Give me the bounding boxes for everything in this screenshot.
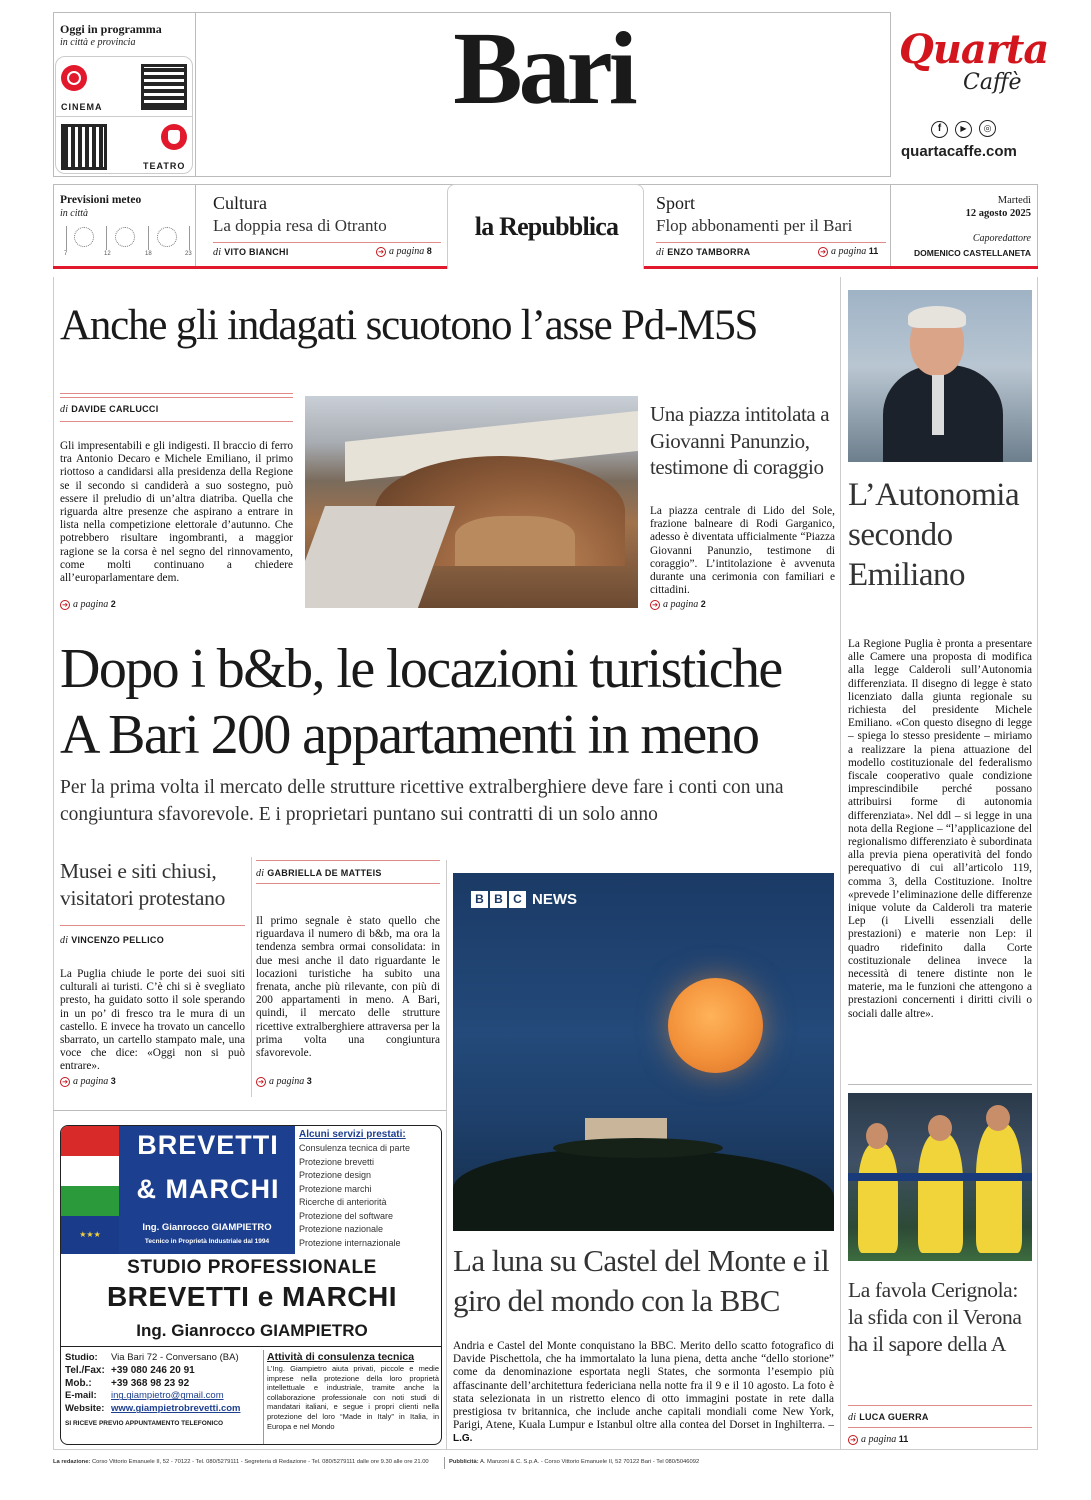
piazza-headline[interactable]: Una piazza intitolata a Giovanni Panunzio, testimone di coraggio	[650, 402, 830, 479]
ad-service: Protezione design	[299, 1170, 372, 1180]
sport-headline: Flop abbonamenti per il Bari	[656, 216, 853, 235]
lead-rule-3	[60, 421, 293, 422]
meteo-sun-1-icon	[74, 227, 94, 247]
emiliano-body: La Regione Puglia è pronta a presentare alle Camere una proposta di modifica alla legge Calderoli sull’Autonomia differenziata. Il disegno di legge è stato licenziato dalla giunta regionale su richiesta del presidente Michele Emiliano. «Con questo disegno di legge – spiega lo stesso presidente – miriamo a realizzare la piena attuazione del modello costituzionale del federalismo fiscale cooperativo quale condizione imprescindibile perché possano attribuirsi forme di autonomia differenziata». Nel ddl – si legge in una nota della Regione – “l’applicazione del regionalismo differenziato è subordinata alla previa piena operatività del fondo perequativo di cui all’articolo 119, comma 3, della Costituzione. Inoltre «prevede l’eliminazione delle differenze inique volute da Calderoli tra materie Lep (i Livelli essenziali delle prestazioni) e materie non Lep: il quadro ridefinito dalla Corte costituzionale delinea invece la necessità di tenere distinte non le materie, ma le funzioni che attengono a prestazioni concernenti i diritti civili o sociali dalle altre».	[848, 638, 1032, 1020]
sport-ref[interactable]: ➔ a pagina 11	[818, 246, 878, 257]
programma-title: Oggi in programma	[60, 22, 162, 36]
luna-headline[interactable]: La luna su Castel del Monte e il giro del mondo con la BBC	[453, 1243, 829, 1318]
date-box	[891, 184, 1038, 266]
arrow-icon: ➔	[376, 247, 386, 257]
cerignola-headline[interactable]: La favola Cerignola: la sfida con il Verona ha il sapore della A	[848, 1278, 1022, 1356]
cultura-headline: La doppia resa di Otranto	[213, 216, 387, 235]
piazza-body: La piazza centrale di Lido del Sole, frazione balneare di Rodi Garganico, adesso è diventata ufficialmente “Piazza Giovanni Panunzio, testimone di coraggio”. L’intitolazione è avvenuta durante una cerimonia con familiari e cittadini.	[650, 505, 835, 597]
meteo-box	[53, 184, 196, 266]
lead-byline: di DAVIDE CARLUCCI	[60, 404, 159, 415]
arrow-icon: ➔	[60, 1077, 70, 1087]
teatro-label[interactable]: TEATRO	[143, 161, 186, 171]
ad-box[interactable]	[60, 1125, 442, 1445]
main-col-divider	[251, 857, 252, 1097]
arrow-icon: ➔	[60, 600, 70, 610]
sidebar-divider	[840, 277, 841, 1450]
programma-subtitle: in città e provincia	[60, 37, 136, 48]
sport-byline: di ENZO TAMBORRA	[656, 247, 751, 258]
sport-rule	[656, 242, 886, 243]
cultura-ref[interactable]: ➔ a pagina 8	[376, 246, 432, 257]
ad-service: Protezione brevetti	[299, 1156, 375, 1167]
cultura-section: Cultura	[213, 193, 267, 213]
sponsor-url[interactable]: quartacaffe.com	[901, 143, 1017, 160]
lead-headline[interactable]: Anche gli indagati scuotono l’asse Pd-M5S	[60, 302, 758, 349]
programma-divider	[55, 116, 193, 117]
meteo-separator-3	[148, 226, 149, 250]
ad-top-rule	[53, 1110, 446, 1111]
main-body: Il primo segnale è stato quello che riguardava il numero di b&b, ma ora la tendenza sembra ormai consolidata: in due mesi anche il dato riguardante le locazioni turistiche ha subito una frenata, anche più rilevante, con più di 200 appartamenti in meno. A Bari, quindi, il mercato delle strutture ricettive extralberghiere attraversa per la prima volta una congiuntura sfavorevole.	[256, 915, 440, 1060]
ad-service: Protezione marchi	[299, 1183, 372, 1194]
ad-tagline: Tecnico in Proprietà Industriale dal 1994	[144, 1238, 270, 1245]
footer-right: Pubblicità: A. Manzoni & C. S.p.A. - Corso Vittorio Emanuele II, 52 70122 Bari - Tel 080/5046092	[449, 1459, 700, 1465]
piazza-ref[interactable]: ➔ a pagina 2	[650, 599, 706, 610]
cultura-teaser[interactable]	[196, 184, 447, 266]
cerignola-byline: di LUCA GUERRA	[848, 1412, 929, 1423]
date-role: Caporedattore	[972, 233, 1031, 244]
ad-contact-row[interactable]: Website: www.giampietrobrevetti.com	[65, 1403, 241, 1415]
cinema-label[interactable]: CINEMA	[61, 102, 103, 112]
repubblica-logo[interactable]: la Repubblica	[474, 212, 619, 241]
meteo-separator-2	[106, 226, 107, 250]
ad-contact-row: Studio: Via Bari 72 - Conversano (BA)	[65, 1352, 239, 1363]
ad-appointment: SI RICEVE PREVIO APPUNTAMENTO TELEFONICO	[65, 1419, 224, 1427]
musei-headline[interactable]: Musei e siti chiusi, visitatori protestano	[60, 859, 226, 910]
instagram-icon[interactable]: ◎	[979, 120, 996, 137]
ad-engineer: Ing. Gianrocco GIAMPIETRO	[142, 1222, 272, 1233]
footer-divider	[444, 1457, 445, 1469]
meteo-sun-2-icon	[115, 227, 135, 247]
meteo-separator-4	[189, 226, 190, 250]
arrow-icon: ➔	[256, 1077, 266, 1087]
main-rule	[256, 860, 440, 861]
meteo-subtitle: in città	[60, 208, 89, 219]
ad-studio: STUDIO PROFESSIONALE	[127, 1257, 377, 1278]
moon	[668, 978, 763, 1073]
cinema-icon[interactable]	[61, 65, 87, 91]
ad-services-title: Alcuni servizi prestati:	[299, 1129, 406, 1140]
lead-rule	[60, 393, 293, 394]
ad-contact-row: Mob.: +39 368 98 23 92	[65, 1377, 190, 1389]
meteo-sun-3-icon	[157, 227, 177, 247]
lead-ref[interactable]: ➔ a pagina 2	[60, 599, 116, 610]
teatro-masks-icon[interactable]	[161, 124, 187, 150]
sport-teaser[interactable]	[644, 184, 891, 266]
main-headline-2[interactable]: A Bari 200 appartamenti in meno	[60, 704, 759, 766]
ad-service: Ricerche di anteriorità	[299, 1197, 387, 1207]
city-title: Bari	[453, 11, 634, 126]
facebook-icon[interactable]: f	[931, 121, 948, 138]
eu-flag-icon: ★★★	[61, 1216, 119, 1254]
sport-section: Sport	[656, 193, 696, 213]
meteo-title: Previsioni meteo	[60, 194, 142, 206]
ad-service: Protezione internazionale	[299, 1237, 401, 1248]
meteo-hour-4: 23	[185, 251, 192, 257]
ad-service: Consulenza tecnica di parte	[299, 1143, 411, 1153]
meteo-separator-1	[66, 226, 67, 250]
ad-title-1: BREVETTI	[137, 1130, 279, 1160]
date-day: Martedì	[997, 195, 1031, 206]
meteo-hour-2: 12	[104, 251, 111, 257]
main-rule-2	[256, 883, 440, 884]
cinema-qr-icon[interactable]	[141, 64, 187, 110]
ad-studio-3: Ing. Gianrocco GIAMPIETRO	[136, 1321, 368, 1340]
main-headline-1[interactable]: Dopo i b&b, le locazioni turistiche	[60, 638, 782, 700]
sponsor-box	[891, 12, 1049, 177]
ad-activity-title: Attività di consulenza tecnica	[267, 1351, 415, 1363]
ad-contacts	[65, 1352, 265, 1430]
ad-studio-2: BREVETTI e MARCHI	[106, 1281, 398, 1312]
musei-body: La Puglia chiude le porte dei suoi siti culturali ai turisti. C’è chi si è svegliato presto, ha guidato sotto il sole sperando in un po’ di fresco tra le mura di un castello. E invece ha trovato un cancello sbarrato, un cartello stampato male, una voce che dice: «Oggi non si può entrare».	[60, 968, 245, 1073]
sponsor-social	[931, 118, 1001, 138]
ad-service: Protezione del software	[299, 1210, 394, 1221]
ad-contact-row[interactable]: E-mail: ing.giampietro@gmail.com	[65, 1390, 224, 1402]
cultura-rule	[213, 242, 441, 243]
date-date: 12 agosto 2025	[965, 208, 1031, 219]
meteo-hour-3: 18	[145, 251, 152, 257]
sponsor-brand[interactable]: Quarta	[899, 26, 1049, 73]
date-name: DOMENICO CASTELLANETA	[914, 248, 1031, 258]
luna-body: Andria e Castel del Monte conquistano la BBC. Merito dello scatto fotografico di Davide Pischettola, che ha immortalato la luna piena, detta anche “dello storione” come da denominazione esportata negli States, che sormonta l’esempio più affascinante dell’architettura federiciana nella notte fra il 9 e il 10 agosto. La foto è stata selezionata in un ristretto elenco di otto immagini postate in rete dalla prestigiosa tv britannica, che include anche capitali mondiali come New York, Parigi, Atene, Kuala Lumpur e Istanbul oltre alla contea del Dorset in Inghilterra. – L.G.	[453, 1340, 834, 1445]
main-ref[interactable]: ➔ a pagina 3	[256, 1076, 312, 1087]
ad-activity: L’Ing. Giampietro aiuta privati, piccole e medie imprese nella protezione della loro proprietà intellettuale e industriale, tramite anche la collaborazione professionale con noti studi di mandatari italiani, e segue i propri clienti nella protezione del loro “Made in Italy” in Italia, in Europa e nel Mondo	[267, 1364, 439, 1431]
ad-service: Protezione nazionale	[299, 1224, 384, 1234]
musei-ref[interactable]: ➔ a pagina 3	[60, 1076, 116, 1087]
sidebar-rule	[848, 1084, 1032, 1085]
arrow-icon: ➔	[848, 1435, 858, 1445]
emiliano-headline[interactable]: L’Autonomia secondo Emiliano	[848, 477, 1020, 593]
repubblica-tab	[447, 184, 644, 269]
musei-rule	[60, 925, 245, 926]
main-standfirst: Per la prima volta il mercato delle strutture ricettive extralberghiere deve fare i conti con una congiuntura sfavorevole. E i proprietari puntano sui contratti di un solo anno	[60, 777, 784, 825]
ad-contact-row: Tel./Fax: +39 080 246 20 91	[65, 1364, 195, 1376]
cerignola-rule	[848, 1405, 1032, 1406]
programma-box	[53, 12, 196, 177]
youtube-icon[interactable]: ▶	[955, 121, 972, 138]
bbc-logo: B B C NEWS	[471, 891, 577, 908]
cerignola-ref[interactable]: ➔ a pagina 11	[848, 1434, 908, 1445]
luna-col-divider	[446, 860, 447, 1450]
emiliano-photo	[848, 290, 1032, 462]
italian-flag	[61, 1126, 119, 1216]
council-photo	[305, 396, 638, 608]
ad-title-2: & MARCHI	[136, 1174, 280, 1204]
cerignola-rule-2	[848, 1427, 1032, 1428]
cerignola-photo	[848, 1093, 1032, 1261]
arrow-icon: ➔	[650, 600, 660, 610]
arrow-icon: ➔	[818, 247, 828, 257]
main-byline: di GABRIELLA DE MATTEIS	[256, 868, 382, 879]
footer-left: La redazione: Corso Vittorio Emanuele II, 52 - 70122 - Tel. 080/5279111 - Segreteria di Redazione - Tel. 080/5279111 dalle ore 9.30 alle ore 21.00	[53, 1459, 429, 1465]
sponsor-brand2[interactable]: Caffè	[963, 70, 1022, 95]
lead-body: Gli impresentabili e gli indigesti. Il braccio di ferro tra Antonio Decaro e Michele Emiliano, il primo riottoso a candidarsi alla presidenza della Regione se il secondo si candiderà a suo sostegno, può essere il preludio di un’altra diatriba. Quella che riguarda altre presenze che aspirano a entrare in lista nella competizione elettorale d’autunno. Che potrebbero risultare ingombranti, a maggior ragione se la corsa è nel segno del rinnovamento, come molti continuano a chiedere all’europarlamentare dem.	[60, 440, 293, 585]
teatro-qr-icon[interactable]	[61, 124, 107, 170]
luna-photo	[453, 873, 834, 1231]
lead-rule-2	[60, 397, 293, 398]
cultura-byline: di VITO BIANCHI	[213, 247, 289, 258]
meteo-hour-1: 7	[64, 251, 68, 257]
musei-byline: di VINCENZO PELLICO	[60, 935, 165, 946]
ad-services-list	[299, 1142, 441, 1250]
